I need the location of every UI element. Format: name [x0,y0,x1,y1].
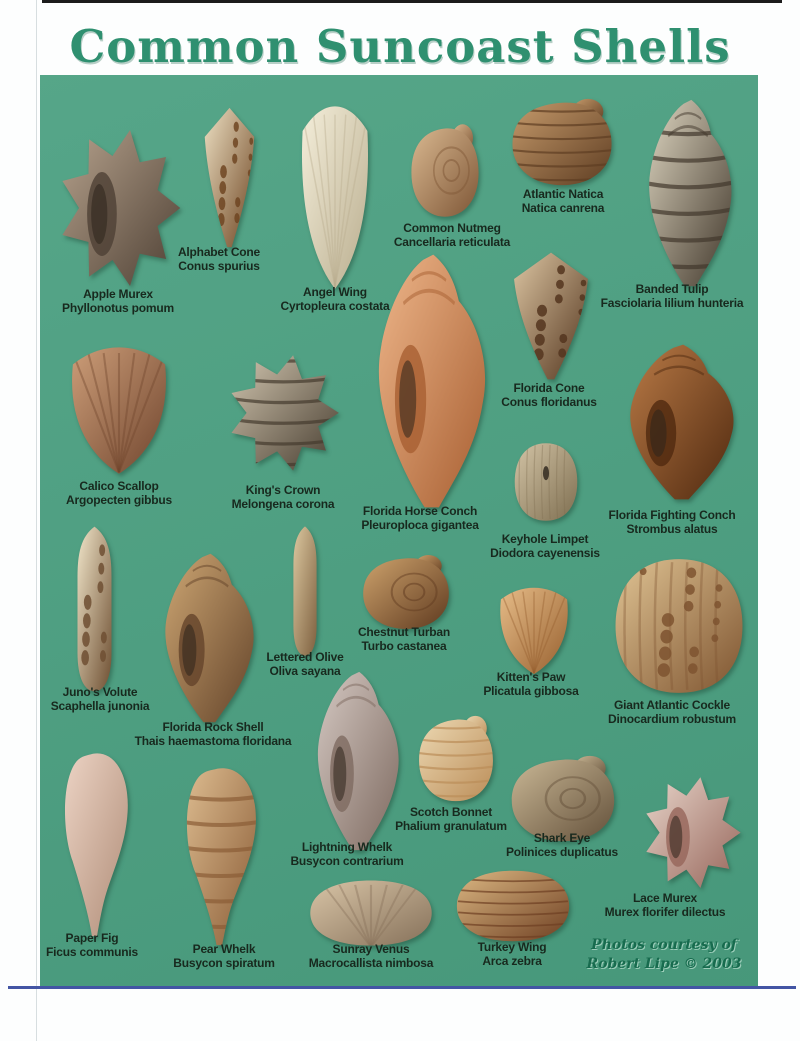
shell-common-nutmeg [405,118,485,223]
shell-scientific-name: Plicatula gibbosa [483,683,579,698]
shell-common-name: King's Crown [245,483,321,497]
florida-cone-image [495,250,607,382]
shell-scientific-name: Natica canrena [521,200,605,215]
shell-kings-crown [222,333,345,481]
shell-label-angel-wing [260,286,410,313]
shell-scientific-name: Pleuroploca gigantea [361,517,479,532]
calico-scallop-image [55,336,183,478]
shell-label-shark-eye [482,832,642,859]
shell-label-paper-fig [27,932,157,959]
shell-atlantic-natica [503,93,621,191]
shell-common-name: Pear Whelk [192,942,256,956]
shell-label-calico-scallop [44,480,194,507]
shell-paper-fig [45,750,147,938]
shell-label-florida-horse-conch [330,505,510,532]
junos-volute-image [52,525,137,693]
shell-common-name: Lettered Olive [266,650,344,664]
shell-label-giant-atlantic-cockle [577,699,767,726]
shell-label-alphabet-cone [154,246,284,273]
shell-label-junos-volute [25,686,175,713]
shell-label-scotch-bonnet [371,806,531,833]
shell-label-kittens-paw [461,671,601,698]
shell-pear-whelk [165,765,277,947]
shell-common-name: Florida Fighting Conch [608,508,736,522]
shell-scientific-name: Turbo castanea [361,638,447,653]
shell-common-name: Florida Horse Conch [362,504,478,518]
shell-common-name: Scotch Bonnet [409,805,493,819]
photo-credit [583,936,745,974]
shell-common-name: Apple Murex [83,287,153,301]
bottom-border-line [8,986,796,989]
scotch-bonnet-image [412,710,500,807]
shell-scientific-name: Phalium granulatum [395,818,507,833]
shell-scientific-name: Fasciolaria lilium hunteria [600,295,744,310]
shell-scientific-name: Oliva sayana [269,663,341,678]
shell-scientific-name: Diodora cayenensis [490,545,600,560]
shell-giant-atlantic-cockle [610,550,748,702]
shell-label-common-nutmeg [367,222,537,249]
shell-alphabet-cone [192,105,267,250]
shell-chestnut-turban [355,550,457,634]
shell-label-florida-fighting-conch [582,509,762,536]
shell-common-name: Alphabet Cone [177,245,261,259]
shell-junos-volute [52,525,137,693]
giant-atlantic-cockle-image [610,550,748,702]
shell-scientific-name: Phyllonotus pomum [62,300,174,315]
shell-common-name: Lace Murex [632,891,698,905]
shell-label-keyhole-limpet [465,533,625,560]
shell-scientific-name: Ficus communis [46,944,138,959]
shell-scientific-name: Polinices duplicatus [505,844,619,859]
shell-calico-scallop [55,336,183,478]
shell-common-name: Calico Scallop [79,479,159,493]
shell-common-name: Florida Cone [513,381,585,395]
shell-common-name: Florida Rock Shell [162,720,264,734]
shell-common-name: Turkey Wing [477,940,547,954]
banded-tulip-image [633,98,743,288]
shell-scientific-name: Scaphella junonia [50,698,150,713]
lettered-olive-image [276,525,334,657]
florida-fighting-conch-image [610,343,748,501]
shell-scientific-name: Busycon contrarium [290,853,404,868]
shell-common-name: Keyhole Limpet [501,532,589,546]
shell-label-apple-murex [33,288,203,315]
shell-scientific-name: Cyrtopleura costata [280,298,390,313]
scan-crease-line [36,0,37,1041]
shell-common-name: Shark Eye [533,831,591,845]
alphabet-cone-image [192,105,267,250]
shell-common-name: Banded Tulip [635,282,709,296]
kittens-paw-image [488,580,580,677]
atlantic-natica-image [503,93,621,191]
shell-label-florida-cone [479,382,619,409]
shell-sunray-venus [305,876,437,950]
shell-scientific-name: Melongena corona [231,496,335,511]
shell-scientific-name: Murex florifer dilectus [604,904,726,919]
pear-whelk-image [165,765,277,947]
shell-common-name: Lightning Whelk [301,840,393,854]
shell-common-name: Giant Atlantic Cockle [613,698,731,712]
turkey-wing-image [452,866,574,946]
shell-scientific-name: Dinocardium robustum [607,711,736,726]
shell-banded-tulip [633,98,743,288]
shell-scientific-name: Thais haemastoma floridana [134,733,292,748]
shell-label-pear-whelk [154,943,294,970]
paper-fig-image [45,750,147,938]
shell-label-florida-rock-shell [103,721,323,748]
shell-label-chestnut-turban [329,626,479,653]
shell-common-name: Atlantic Natica [522,187,604,201]
kings-crown-image [222,333,345,481]
shell-scientific-name: Conus spurius [178,258,260,273]
shell-scientific-name: Conus floridanus [501,394,597,409]
sunray-venus-image [305,876,437,950]
credit-line-2: Robert Lipe © 2003 [586,955,742,972]
shell-label-banded-tulip [584,283,760,310]
keyhole-limpet-image [512,438,580,526]
shell-label-sunray-venus [284,943,459,970]
chestnut-turban-image [355,550,457,634]
shell-lace-murex [638,756,746,898]
shell-scientific-name: Strombus alatus [626,521,718,536]
shell-scotch-bonnet [412,710,500,807]
shell-scientific-name: Arca zebra [482,953,542,968]
lace-murex-image [638,756,746,898]
shell-label-lightning-whelk [267,841,427,868]
shell-common-name: Angel Wing [303,285,367,299]
shell-scientific-name: Cancellaria reticulata [393,234,511,249]
common-nutmeg-image [405,118,485,223]
shell-florida-fighting-conch [610,343,748,501]
top-border-line [42,0,782,3]
shell-label-lace-murex [585,892,745,919]
shell-label-turkey-wing [452,941,572,968]
shell-label-atlantic-natica [493,188,633,215]
shell-keyhole-limpet [512,438,580,526]
shell-scientific-name: Argopecten gibbus [66,492,172,507]
shell-common-name: Kitten's Paw [496,670,566,684]
shell-common-name: Sunray Venus [332,942,410,956]
shell-common-name: Paper Fig [65,931,119,945]
shell-scientific-name: Macrocallista nimbosa [308,955,434,970]
shell-common-name: Juno's Volute [62,685,138,699]
shell-turkey-wing [452,866,574,946]
shell-lettered-olive [276,525,334,657]
shell-florida-cone [495,250,607,382]
shell-common-name: Chestnut Turban [357,625,451,639]
shell-scientific-name: Busycon spiratum [173,955,275,970]
page-title: Common Suncoast Shells [69,20,731,73]
credit-line-1: Photos courtesy of [591,937,737,953]
shell-kittens-paw [488,580,580,677]
shell-label-lettered-olive [245,651,365,678]
shell-common-name: Common Nutmeg [403,221,501,235]
